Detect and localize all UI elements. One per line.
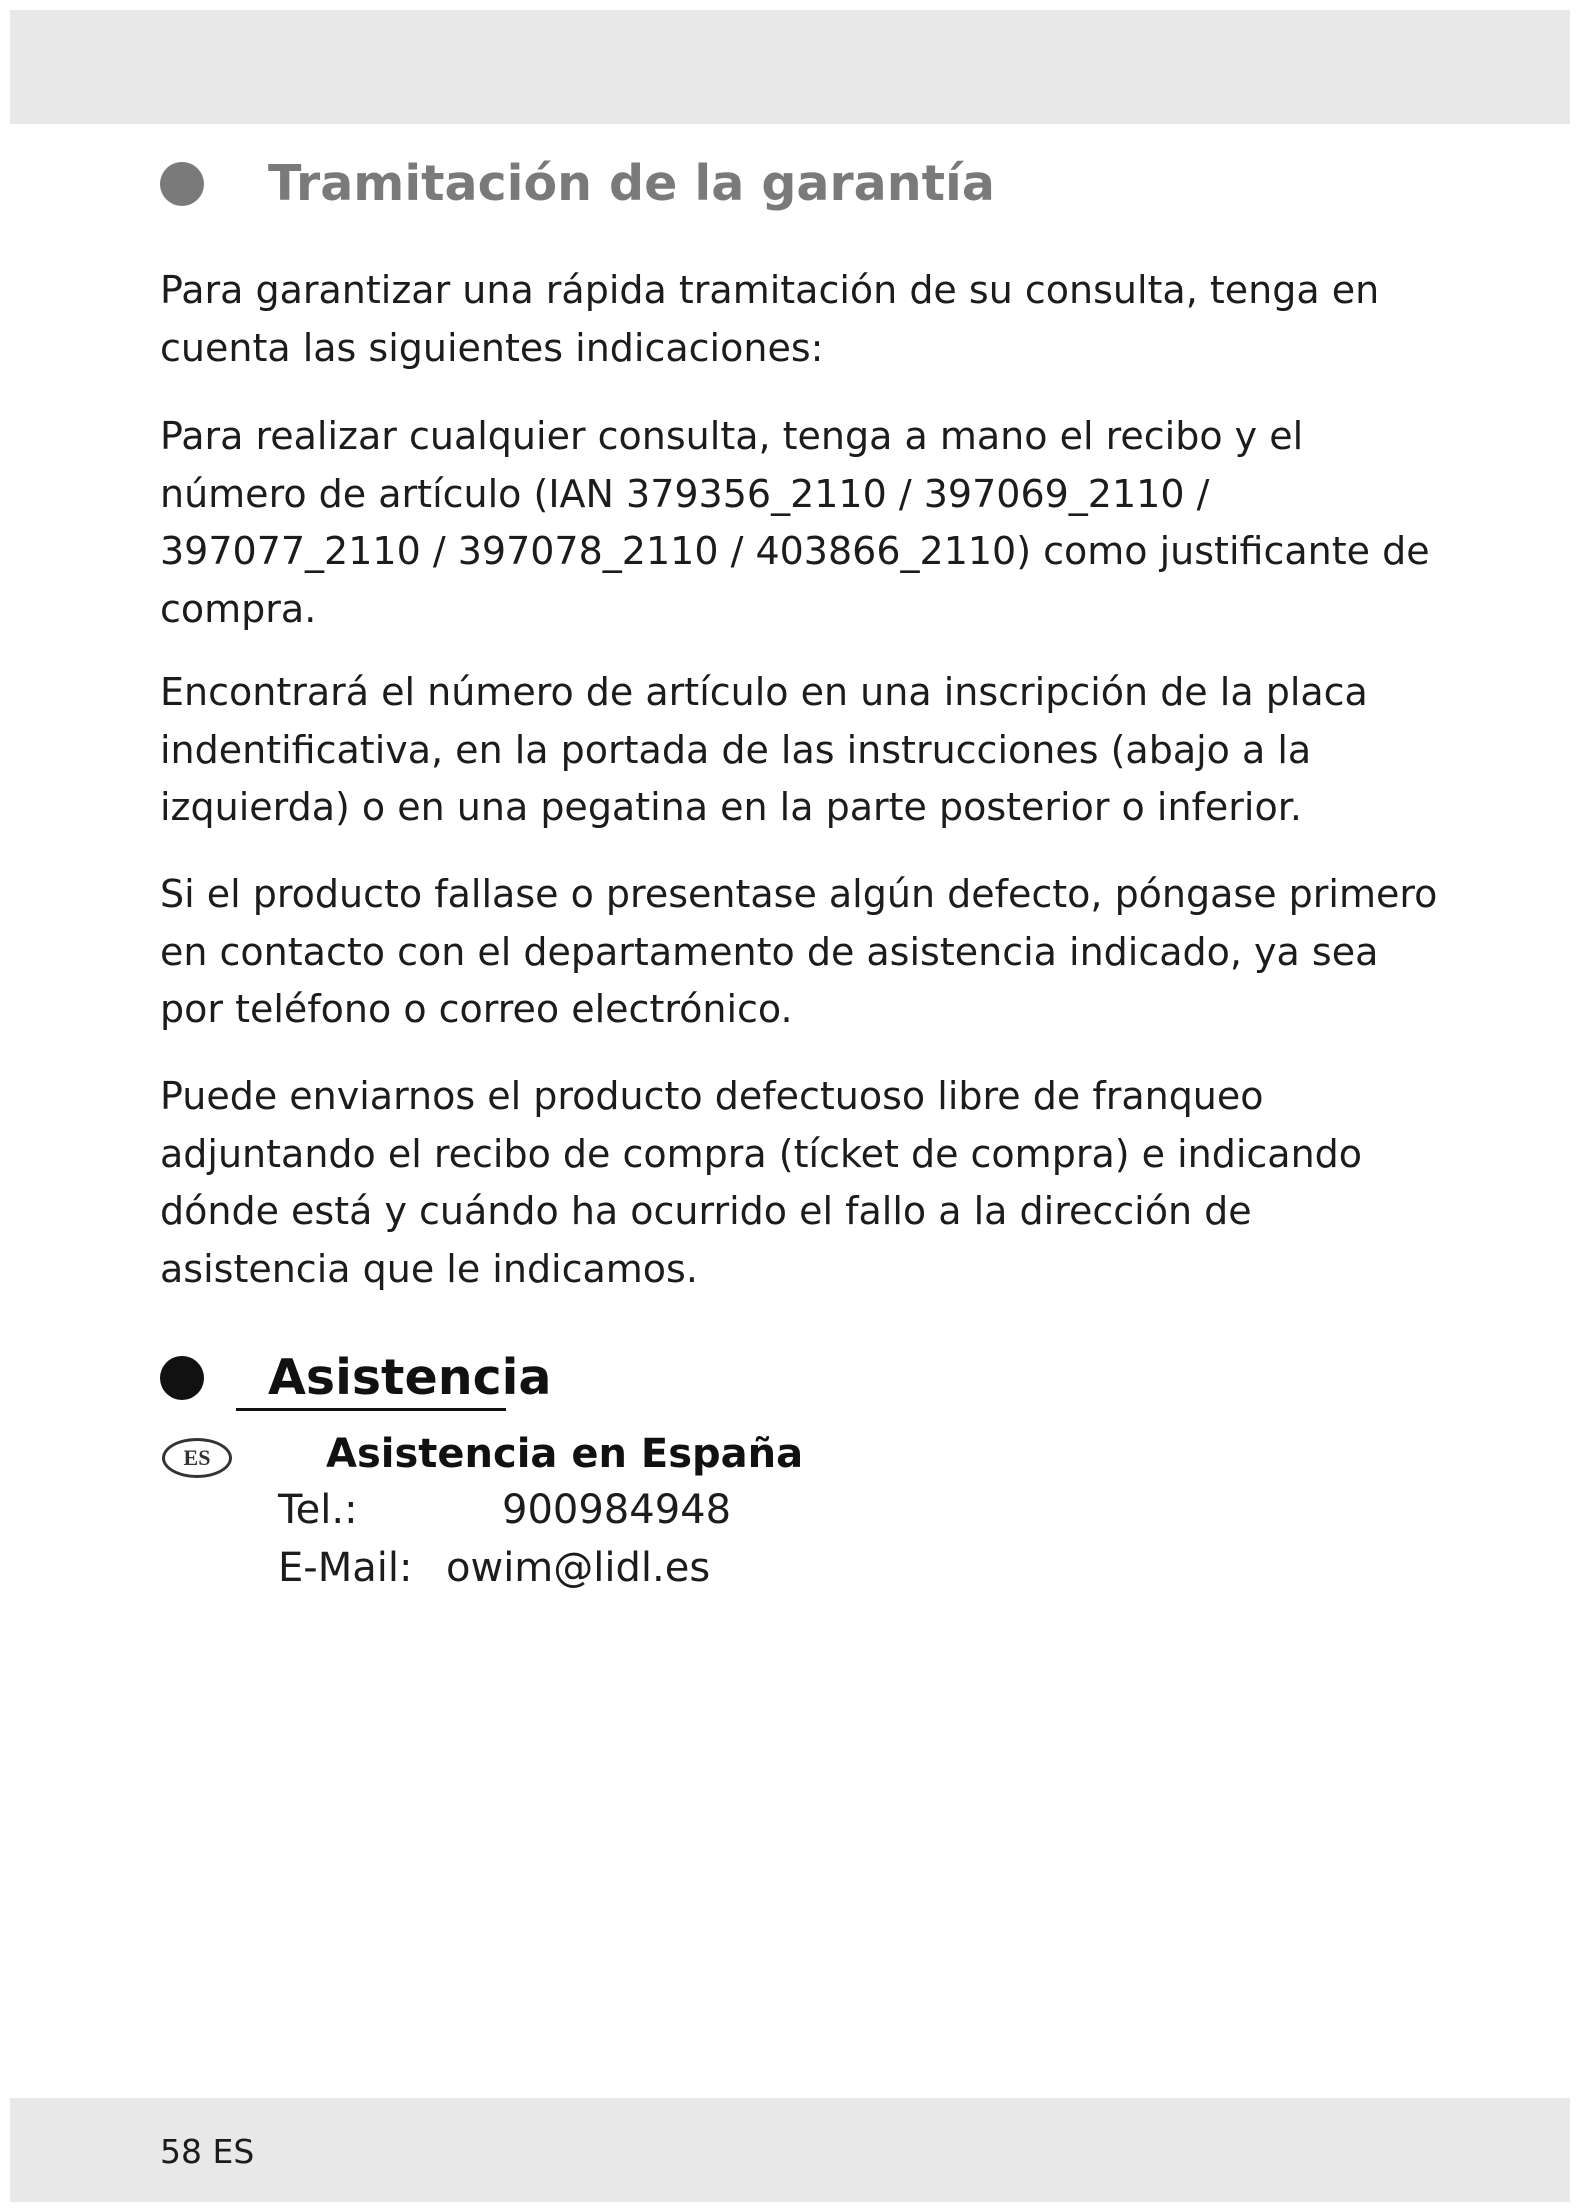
warranty-paragraph-3: Encontrará el número de artículo en una inscripción de la placa indentificativa, en la portada de las instrucciones (abajo a la izquierda) o en una pegatina en la parte posterior o inferior. xyxy=(160,670,1368,829)
assistance-heading xyxy=(160,1348,552,1408)
country-badge-icon: ES xyxy=(162,1438,232,1478)
warranty-heading-text: Tramitación de la garantía xyxy=(268,155,995,212)
heading-underline xyxy=(236,1408,506,1411)
phone-number: 900984948 xyxy=(502,1487,732,1533)
phone-line xyxy=(278,1482,758,1538)
warranty-paragraph-1: Para garantizar una rápida tramitación de su consulta, tenga en cuenta las siguientes indicaciones: xyxy=(160,268,1380,370)
assistance-heading-text: Asistencia xyxy=(268,1349,552,1406)
email-line xyxy=(278,1540,738,1596)
warranty-heading xyxy=(160,154,995,214)
warranty-paragraph-5: Puede enviarnos el producto defectuoso libre de franqueo adjuntando el recibo de compra (tícket de compra) e indicando dónde está y cuándo ha ocurrido el fallo a la dirección de asistencia que le indicamos. xyxy=(160,1074,1363,1291)
phone-label: Tel.: xyxy=(278,1487,358,1533)
warranty-paragraph-4: Si el producto fallase o presentase algún defecto, póngase primero en contacto con el departamento de asistencia indicado, ya sea por teléfono o correo electrónico. xyxy=(160,872,1438,1031)
bullet-icon xyxy=(160,1356,204,1400)
email-address: owim@lidl.es xyxy=(446,1545,711,1591)
header-band xyxy=(10,10,1570,124)
page-number: 58 ES xyxy=(160,2132,255,2171)
warranty-paragraph-2: Para realizar cualquier consulta, tenga a mano el recibo y el número de artículo (IAN 379356_2110 / 397069_2110 / 397077_2110 / 397078_2110 / 403866_2110) como justificante de compra. xyxy=(160,414,1430,631)
email-label: E-Mail: xyxy=(278,1545,413,1591)
bullet-icon xyxy=(160,162,204,206)
service-title: Asistencia en España xyxy=(326,1431,804,1477)
